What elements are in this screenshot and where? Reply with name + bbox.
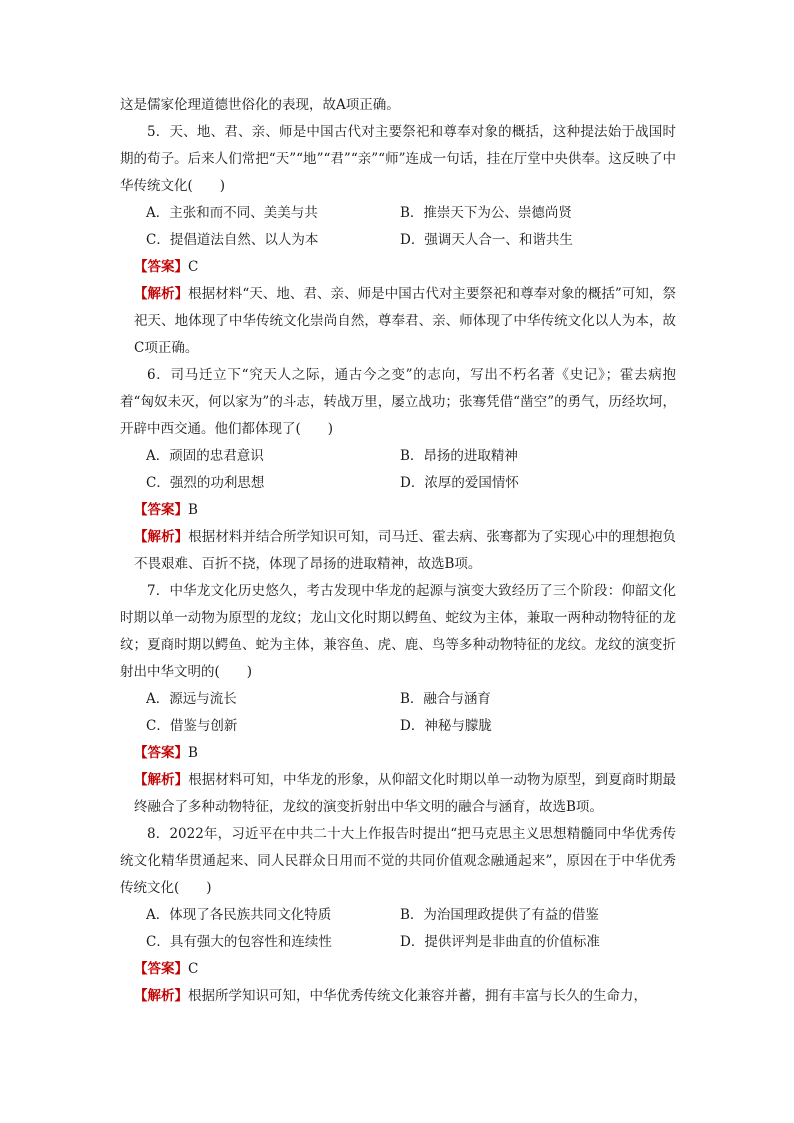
- analysis-text: 根据材料并结合所学知识可知，司马迁、霍去病、张骞都为了实现心中的理想抱负不畏艰难、百折不挠，体现了昂扬的进取精神，故选B项。: [134, 529, 677, 572]
- analysis-text: 根据材料“天、地、君、亲、师是中国古代对主要祭祀和尊奉对象的概括”可知，祭祀天、地体现了中华传统文化崇尚自然，尊奉君、亲、师体现了中华传统文化以人为本，故C项正确。: [134, 286, 676, 356]
- analysis-line: [120, 767, 676, 821]
- answer-line: [120, 740, 676, 767]
- answer-value: C: [188, 259, 199, 275]
- option-b: B．为治国理政提供了有益的借鉴: [400, 907, 599, 923]
- analysis-tag: 【解析】: [134, 286, 189, 302]
- options-grid: [120, 902, 676, 956]
- question-stem: 5．天、地、君、亲、师是中国古代对主要祭祀和尊奉对象的概括，这种提法始于战国时期的荀子。后来人们常把“天”“地”“君”“亲”“师”连成一句话，挂在厅堂中央供奉。这反映了中华传统文化( ): [120, 124, 676, 194]
- option-c: C．提倡道法自然、以人为本: [146, 232, 319, 248]
- analysis-text: 根据所学知识可知，中华优秀传统文化兼容并蓄，拥有丰富与长久的生命力，: [188, 988, 647, 1004]
- option-b: B．昂扬的进取精神: [400, 448, 518, 464]
- option-b: B．融合与涵育: [400, 691, 491, 707]
- answer-line: [120, 254, 676, 281]
- answer-tag: 【答案】: [134, 502, 188, 518]
- option-c: C．借鉴与创新: [146, 718, 238, 734]
- options-grid: [120, 443, 676, 497]
- question-stem: 8．2022年，习近平在中共二十大上作报告时提出“把马克思主义思想精髓同中华优秀传统文化精华贯通起来、同人民群众日用而不觉的共同价值观念融通起来”，原因在于中华优秀传统文化( ): [120, 826, 676, 896]
- option-c: C．强烈的功利思想: [146, 475, 265, 491]
- question-stem: 7．中华龙文化历史悠久，考古发现中华龙的起源与演变大致经历了三个阶段：仰韶文化时期以单一动物为原型的龙纹；龙山文化时期以鳄鱼、蛇纹为主体，兼取一两种动物特征的龙纹；夏商时期以鳄鱼、蛇为主体，兼容鱼、虎、鹿、鸟等多种动物特征的龙纹。龙纹的演变折射出中华文明的( ): [120, 583, 676, 680]
- option-d: D．提供评判是非曲直的价值标准: [400, 934, 600, 950]
- intro-line: 这是儒家伦理道德世俗化的表现，故A项正确。: [120, 97, 400, 113]
- options-grid: [120, 686, 676, 740]
- option-a: A．源远与流长: [146, 691, 237, 707]
- answer-line: [120, 956, 676, 983]
- analysis-text: 根据材料可知，中华龙的形象，从仰韶文化时期以单一动物为原型，到夏商时期最终融合了多种动物特征，龙纹的演变折射出中华文明的融合与涵育，故选B项。: [134, 772, 677, 815]
- answer-tag: 【答案】: [134, 745, 188, 761]
- option-d: D．神秘与朦胧: [400, 718, 492, 734]
- answer-value: B: [188, 502, 198, 518]
- option-a: A．体现了各民族共同文化特质: [146, 907, 332, 923]
- answer-tag: 【答案】: [134, 259, 188, 275]
- analysis-tag: 【解析】: [134, 529, 189, 545]
- question-8: [120, 821, 676, 1010]
- document-page: [120, 92, 676, 1010]
- option-d: D．强调天人合一、和谐共生: [400, 232, 573, 248]
- analysis-line: [120, 281, 676, 362]
- question-7: [120, 578, 676, 821]
- question-stem: 6．司马迁立下“究天人之际，通古今之变”的志向，写出不朽名著《史记》；霍去病抱着“匈奴未灭，何以家为”的斗志，转战万里，屡立战功；张骞凭借“凿空”的勇气，历经坎坷，开辟中西交通。他们都体现了( ): [120, 367, 676, 437]
- question-6: [120, 362, 676, 578]
- analysis-tag: 【解析】: [134, 988, 188, 1004]
- question-5: [120, 119, 676, 362]
- option-a: A．顽固的忠君意识: [146, 448, 264, 464]
- option-b: B．推崇天下为公、崇德尚贤: [400, 205, 572, 221]
- answer-value: C: [188, 961, 199, 977]
- analysis-line: [120, 524, 676, 578]
- option-c: C．具有强大的包容性和连续性: [146, 934, 332, 950]
- options-grid: [120, 200, 676, 254]
- option-a: A．主张和而不同、美美与共: [146, 205, 318, 221]
- answer-value: B: [188, 745, 198, 761]
- analysis-tag: 【解析】: [134, 772, 189, 788]
- option-d: D．浓厚的爱国情怀: [400, 475, 519, 491]
- analysis-line: [120, 983, 676, 1010]
- answer-line: [120, 497, 676, 524]
- answer-tag: 【答案】: [134, 961, 188, 977]
